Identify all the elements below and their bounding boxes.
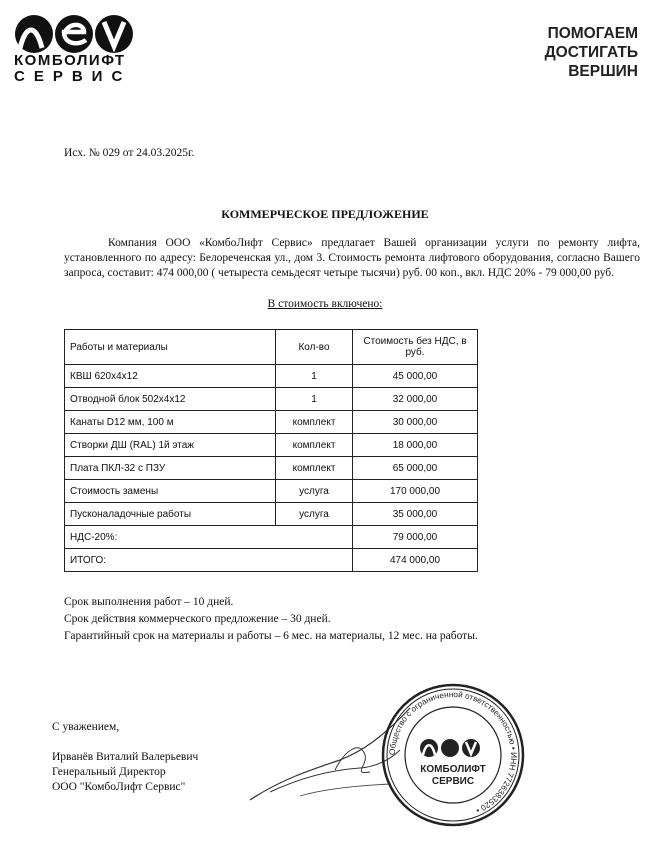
- row-name: Плата ПКЛ-32 с ПЗУ: [65, 457, 276, 480]
- signatory-position: Генеральный Директор: [52, 766, 166, 778]
- stamp-center-line2: СЕРВИС: [431, 776, 475, 787]
- slogan-line: ПОМОГАЕМ: [547, 25, 638, 42]
- row-qty: комплект: [276, 457, 353, 480]
- row-name: КВШ 620х4х12: [65, 365, 276, 388]
- company-stamp: [378, 680, 528, 835]
- terms-notes: [64, 594, 478, 645]
- table-row: [65, 480, 478, 503]
- row-cost: 170 000,00: [353, 480, 478, 503]
- slogan-line: ВЕРШИН: [568, 63, 638, 80]
- logo-text-line2: СЕРВИС: [14, 68, 132, 85]
- stamp-seal-icon: [378, 680, 528, 830]
- signatory-block: [52, 750, 198, 795]
- stamp-center-line1: КОМБОЛИФТ: [420, 764, 486, 775]
- slogan-line: ДОСТИГАТЬ: [544, 44, 638, 61]
- document-title: КОММЕРЧЕСКОЕ ПРЕДЛОЖЕНИЕ: [221, 207, 429, 221]
- note-line: Срок действия коммерческого предложение – 30 дней.: [64, 613, 331, 625]
- closing-greeting: С уважением,: [52, 721, 120, 733]
- vat-cost: 79 000,00: [353, 526, 478, 549]
- vat-row: [65, 526, 478, 549]
- intro-paragraph: [64, 236, 640, 281]
- total-row: [65, 549, 478, 572]
- row-qty: 1: [276, 365, 353, 388]
- note-line: Гарантийный срок на материалы и работы – 6 мес. на материалы, 12 мес. на работы.: [64, 630, 478, 642]
- row-qty: 1: [276, 388, 353, 411]
- slogan: [545, 24, 638, 81]
- table-row: [65, 388, 478, 411]
- row-cost: 65 000,00: [353, 457, 478, 480]
- signatory-name: Ирванёв Виталий Валерьевич: [52, 751, 199, 763]
- stamp-ring-text: Общество с ограниченной ответственностью • ИНН 7726383520 •: [387, 689, 519, 815]
- row-cost: 18 000,00: [353, 434, 478, 457]
- column-header-cost: Стоимость без НДС, в руб.: [353, 330, 478, 365]
- row-name: Створки ДШ (RAL) 1й этаж: [65, 434, 276, 457]
- row-cost: 32 000,00: [353, 388, 478, 411]
- row-name: Канаты D12 мм, 100 м: [65, 411, 276, 434]
- row-qty: комплект: [276, 411, 353, 434]
- total-cost: 474 000,00: [353, 549, 478, 572]
- note-line: Срок выполнения работ – 10 дней.: [64, 596, 234, 608]
- row-cost: 30 000,00: [353, 411, 478, 434]
- outgoing-reference: Исх. № 029 от 24.03.2025г.: [64, 147, 195, 159]
- table-row: [65, 365, 478, 388]
- row-name: Отводной блок 502х4х12: [65, 388, 276, 411]
- table-row: [65, 434, 478, 457]
- column-header-qty: Кол-во: [276, 330, 353, 365]
- row-qty: услуга: [276, 480, 353, 503]
- table-row: [65, 457, 478, 480]
- row-qty: комплект: [276, 434, 353, 457]
- row-cost: 35 000,00: [353, 503, 478, 526]
- logo-text-line1: КОМБОЛИФТ: [14, 52, 126, 69]
- column-header-works: Работы и материалы: [65, 330, 276, 365]
- table-row: [65, 411, 478, 434]
- included-label: В стоимость включено:: [267, 298, 383, 310]
- total-label: ИТОГО:: [65, 549, 353, 572]
- table-header-row: [65, 330, 478, 365]
- intro-text: Компания ООО «КомбоЛифт Сервис» предлагает Вашей организации услуги по ремонту лифта, установленного по адресу: Белореченская ул., дом 3. Стоимость ремонта лифтового оборудования, согласно Вашего запроса, составит: 474 000,00 ( четыреста семьдесят четыре тысячи) руб. 00 коп., вкл. НДС 20% - 79 000,00 руб.: [64, 237, 640, 279]
- row-cost: 45 000,00: [353, 365, 478, 388]
- table-row: [65, 503, 478, 526]
- works-table: [64, 329, 478, 572]
- row-qty: услуга: [276, 503, 353, 526]
- vat-label: НДС-20%:: [65, 526, 353, 549]
- row-name: Стоимость замены: [65, 480, 276, 503]
- signatory-company: ООО "КомбоЛифт Сервис": [52, 781, 186, 793]
- row-name: Пусконаладочные работы: [65, 503, 276, 526]
